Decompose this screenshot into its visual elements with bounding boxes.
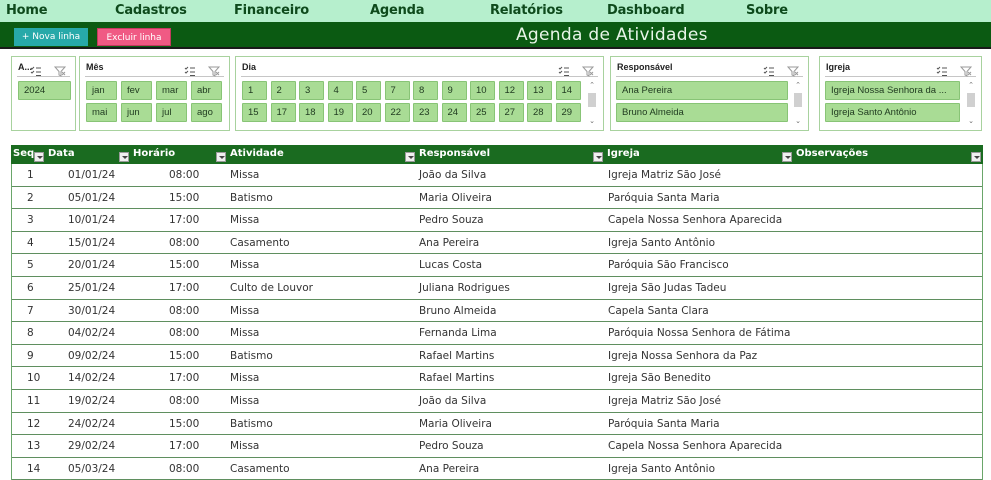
cell-seq[interactable]: 1 — [27, 169, 34, 181]
column-header[interactable]: Data — [48, 148, 75, 159]
scroll-down-icon[interactable]: ⌄ — [589, 117, 595, 125]
filter-dropdown-icon[interactable] — [593, 152, 603, 162]
cell-horario[interactable]: 15:00 — [169, 259, 200, 272]
slicer-item[interactable]: 25 — [470, 103, 495, 122]
slicer-item[interactable]: abr — [191, 81, 222, 100]
cell-seq[interactable]: 12 — [27, 417, 41, 430]
table-row[interactable] — [12, 390, 982, 413]
slicer-item[interactable]: 8 — [413, 81, 438, 100]
table-row[interactable] — [12, 458, 982, 480]
cell-igreja[interactable]: Paróquia São Francisco — [608, 259, 729, 272]
cell-responsavel[interactable]: Maria Oliveira — [419, 417, 492, 430]
cell-atividade[interactable]: Missa — [230, 304, 260, 317]
top-nav — [0, 0, 991, 22]
slicer-header — [241, 61, 598, 77]
cell-data[interactable]: 09/02/24 — [68, 349, 116, 362]
cell-horario[interactable]: 15:00 — [169, 191, 200, 204]
cell-responsavel[interactable]: João da Silva — [419, 169, 487, 181]
slicer-item[interactable]: jul — [156, 103, 187, 122]
cell-data[interactable]: 29/02/24 — [68, 440, 116, 453]
slicer-item[interactable]: 1 — [242, 81, 267, 100]
table-row[interactable] — [12, 435, 982, 458]
slicer-item[interactable]: 29 — [556, 103, 581, 122]
slicer-item[interactable]: 10 — [470, 81, 495, 100]
table-row[interactable] — [12, 209, 982, 232]
table-row[interactable] — [12, 300, 982, 323]
cell-seq[interactable]: 5 — [27, 259, 34, 272]
nav-item-financeiro[interactable]: Financeiro — [234, 3, 309, 18]
slicer-scrollbar[interactable] — [793, 81, 803, 127]
clear-filter-icon[interactable] — [787, 62, 799, 73]
column-header[interactable]: Responsável — [419, 148, 491, 159]
cell-responsavel[interactable]: Juliana Rodrigues — [419, 281, 510, 294]
slicer-item[interactable]: 28 — [527, 103, 552, 122]
table-row[interactable] — [12, 164, 982, 187]
scroll-up-icon[interactable]: ⌃ — [968, 81, 974, 89]
cell-responsavel[interactable]: Lucas Costa — [419, 259, 483, 272]
cell-responsavel[interactable]: João da Silva — [419, 394, 487, 407]
column-header[interactable]: Igreja — [607, 148, 640, 159]
slicer-mes — [79, 56, 230, 131]
clear-filter-icon[interactable] — [208, 62, 220, 73]
cell-data[interactable]: 05/03/24 — [68, 462, 116, 475]
cell-responsavel[interactable]: Bruno Almeida — [419, 304, 497, 317]
banner — [0, 22, 991, 49]
nav-item-home[interactable]: Home — [6, 3, 48, 18]
cell-seq[interactable]: 11 — [27, 394, 41, 407]
slicer-item[interactable]: jan — [86, 81, 117, 100]
cell-atividade[interactable]: Missa — [230, 372, 260, 385]
cell-atividade[interactable]: Missa — [230, 394, 260, 407]
cell-horario[interactable]: 17:00 — [169, 440, 200, 453]
cell-seq[interactable]: 8 — [27, 327, 34, 340]
table-row[interactable] — [12, 187, 982, 210]
slicer-item[interactable]: 13 — [527, 81, 552, 100]
cell-atividade[interactable]: Missa — [230, 440, 260, 453]
cell-atividade[interactable]: Missa — [230, 327, 260, 340]
slicer-item[interactable]: 18 — [299, 103, 324, 122]
cell-horario[interactable]: 17:00 — [169, 372, 200, 385]
cell-horario[interactable]: 08:00 — [169, 169, 200, 181]
new-row-button[interactable]: + Nova linha — [14, 28, 88, 46]
table-row[interactable] — [12, 322, 982, 345]
cell-responsavel[interactable]: Pedro Souza — [419, 440, 484, 453]
cell-responsavel[interactable]: Fernanda Lima — [419, 327, 497, 340]
cell-atividade[interactable]: Batismo — [230, 349, 273, 362]
slicer-item[interactable]: 3 — [299, 81, 324, 100]
column-header[interactable]: Atividade — [230, 148, 284, 159]
nav-item-agenda[interactable]: Agenda — [370, 3, 425, 18]
cell-igreja[interactable]: Capela Nossa Senhora Aparecida — [608, 440, 783, 453]
cell-data[interactable]: 14/02/24 — [68, 372, 116, 385]
cell-responsavel[interactable]: Pedro Souza — [419, 214, 484, 227]
slicer-ano — [11, 56, 76, 131]
slicer-item[interactable]: mar — [156, 81, 187, 100]
column-header[interactable]: Seq — [13, 148, 35, 159]
slicer-header — [825, 61, 976, 77]
cell-atividade[interactable]: Missa — [230, 214, 260, 227]
clear-filter-icon[interactable] — [54, 62, 66, 73]
slicer-item[interactable]: 7 — [385, 81, 410, 100]
cell-seq[interactable]: 2 — [27, 191, 34, 204]
table-row[interactable] — [12, 345, 982, 368]
page-title: Agenda de Atividades — [516, 25, 708, 45]
slicer-item[interactable]: Igreja Santo Antônio — [825, 103, 960, 122]
slicer-item[interactable]: 27 — [499, 103, 524, 122]
slicer-item[interactable]: 2 — [271, 81, 296, 100]
slicer-item[interactable]: 17 — [271, 103, 296, 122]
multi-select-icon[interactable] — [30, 62, 42, 73]
scroll-thumb[interactable] — [967, 93, 975, 107]
cell-data[interactable]: 24/02/24 — [68, 417, 116, 430]
slicer-item[interactable]: 15 — [242, 103, 267, 122]
cell-horario[interactable]: 08:00 — [169, 236, 200, 249]
column-header[interactable]: Observações — [796, 148, 869, 159]
cell-horario[interactable]: 08:00 — [169, 327, 200, 340]
slicer-header — [85, 61, 224, 77]
cell-data[interactable]: 30/01/24 — [68, 304, 116, 317]
cell-data[interactable]: 15/01/24 — [68, 236, 116, 249]
cell-seq[interactable]: 10 — [27, 372, 41, 385]
cell-igreja[interactable]: Igreja São Judas Tadeu — [608, 281, 727, 294]
filter-dropdown-icon[interactable] — [971, 152, 981, 162]
nav-item-sobre[interactable]: Sobre — [746, 3, 788, 18]
slicer-item[interactable]: ago — [191, 103, 222, 122]
cell-igreja[interactable]: Paróquia Santa Maria — [608, 191, 720, 204]
slicer-item[interactable]: jun — [121, 103, 152, 122]
slicer-item[interactable]: 14 — [556, 81, 581, 100]
cell-horario[interactable]: 17:00 — [169, 214, 200, 227]
cell-igreja[interactable]: Igreja Santo Antônio — [608, 462, 716, 475]
nav-item-cadastros[interactable]: Cadastros — [115, 3, 187, 18]
cell-igreja[interactable]: Paróquia Nossa Senhora de Fátima — [608, 327, 791, 340]
cell-horario[interactable]: 08:00 — [169, 394, 200, 407]
cell-data[interactable]: 04/02/24 — [68, 327, 116, 340]
filter-dropdown-icon[interactable] — [119, 152, 129, 162]
clear-filter-icon[interactable] — [582, 62, 594, 73]
slicer-item[interactable]: mai — [86, 103, 117, 122]
table-row[interactable] — [12, 232, 982, 255]
cell-igreja[interactable]: Igreja São Benedito — [608, 372, 711, 385]
cell-seq[interactable]: 4 — [27, 236, 34, 249]
cell-data[interactable]: 10/01/24 — [68, 214, 116, 227]
scroll-up-icon[interactable]: ⌃ — [795, 81, 801, 89]
cell-horario[interactable]: 15:00 — [169, 417, 200, 430]
cell-igreja[interactable]: Igreja Matriz São José — [608, 169, 722, 181]
cell-data[interactable]: 20/01/24 — [68, 259, 116, 272]
cell-igreja[interactable]: Igreja Matriz São José — [608, 394, 722, 407]
slicer-responsavel — [610, 56, 809, 131]
cell-seq[interactable]: 13 — [27, 440, 41, 453]
cell-atividade[interactable]: Missa — [230, 259, 260, 272]
cell-responsavel[interactable]: Rafael Martins — [419, 349, 495, 362]
cell-atividade[interactable]: Batismo — [230, 417, 273, 430]
cell-horario[interactable]: 08:00 — [169, 304, 200, 317]
delete-row-button[interactable]: Excluir linha — [97, 28, 171, 46]
filter-dropdown-icon[interactable] — [405, 152, 415, 162]
slicer-title: Dia — [242, 62, 257, 72]
cell-igreja[interactable]: Capela Santa Clara — [608, 304, 709, 317]
cell-data[interactable]: 05/01/24 — [68, 191, 116, 204]
filter-dropdown-icon[interactable] — [782, 152, 792, 162]
cell-responsavel[interactable]: Maria Oliveira — [419, 191, 492, 204]
slicer-title: Igreja — [826, 62, 851, 72]
table-row[interactable] — [12, 277, 982, 300]
cell-responsavel[interactable]: Rafael Martins — [419, 372, 495, 385]
slicer-title: Responsável — [617, 62, 673, 72]
slicer-item[interactable]: 12 — [499, 81, 524, 100]
cell-seq[interactable]: 6 — [27, 281, 34, 294]
cell-atividade[interactable]: Casamento — [230, 462, 290, 475]
cell-responsavel[interactable]: Ana Pereira — [419, 236, 480, 249]
nav-item-relatorios[interactable]: Relatórios — [490, 3, 563, 18]
cell-horario[interactable]: 17:00 — [169, 281, 200, 294]
cell-atividade[interactable]: Casamento — [230, 236, 290, 249]
slicer-scrollbar[interactable] — [587, 81, 597, 127]
slicer-item[interactable]: 2024 — [18, 81, 71, 100]
slicer-item[interactable]: 4 — [328, 81, 353, 100]
cell-igreja[interactable]: Paróquia Santa Maria — [608, 417, 720, 430]
slicer-item[interactable]: Ana Pereira — [616, 81, 788, 100]
cell-atividade[interactable]: Batismo — [230, 191, 273, 204]
slicer-item[interactable]: 22 — [385, 103, 410, 122]
cell-atividade[interactable]: Culto de Louvor — [230, 281, 313, 294]
filter-dropdown-icon[interactable] — [216, 152, 226, 162]
cell-data[interactable]: 19/02/24 — [68, 394, 116, 407]
cell-horario[interactable]: 15:00 — [169, 349, 200, 362]
slicer-item[interactable]: 23 — [413, 103, 438, 122]
clear-filter-icon[interactable] — [960, 62, 972, 73]
cell-seq[interactable]: 3 — [27, 214, 34, 227]
column-header[interactable]: Horário — [133, 148, 176, 159]
slicer-scrollbar[interactable] — [966, 81, 976, 127]
scroll-down-icon[interactable]: ⌄ — [795, 117, 801, 125]
table-row[interactable] — [12, 367, 982, 390]
multi-select-icon[interactable] — [558, 62, 570, 73]
cell-igreja[interactable]: Igreja Santo Antônio — [608, 236, 716, 249]
slicer-item[interactable]: 9 — [442, 81, 467, 100]
slicer-item[interactable]: 19 — [328, 103, 353, 122]
table-body — [11, 164, 983, 480]
nav-item-dashboard[interactable]: Dashboard — [607, 3, 685, 18]
scroll-up-icon[interactable]: ⌃ — [589, 81, 595, 89]
cell-data[interactable]: 25/01/24 — [68, 281, 116, 294]
multi-select-icon[interactable] — [184, 62, 196, 73]
cell-horario[interactable]: 08:00 — [169, 462, 200, 475]
slicer-item[interactable]: fev — [121, 81, 152, 100]
cell-seq[interactable]: 9 — [27, 349, 34, 362]
scroll-thumb[interactable] — [588, 93, 596, 107]
multi-select-icon[interactable] — [763, 62, 775, 73]
slicer-igreja — [819, 56, 982, 131]
cell-seq[interactable]: 7 — [27, 304, 34, 317]
slicer-header — [616, 61, 803, 77]
cell-igreja[interactable]: Capela Nossa Senhora Aparecida — [608, 214, 783, 227]
slicer-item[interactable]: 20 — [356, 103, 381, 122]
cell-responsavel[interactable]: Ana Pereira — [419, 462, 480, 475]
slicer-dia — [235, 56, 604, 131]
cell-data[interactable]: 01/01/24 — [68, 169, 116, 181]
slicer-item[interactable]: Igreja Nossa Senhora da ... — [825, 81, 960, 100]
slicer-title: A... — [18, 62, 33, 72]
slicer-title: Mês — [86, 62, 104, 72]
table-header — [11, 145, 983, 164]
filter-dropdown-icon[interactable] — [34, 152, 44, 162]
cell-atividade[interactable]: Missa — [230, 169, 260, 181]
slicer-item[interactable]: 5 — [356, 81, 381, 100]
scroll-thumb[interactable] — [794, 93, 802, 107]
cell-seq[interactable]: 14 — [27, 462, 41, 475]
cell-igreja[interactable]: Igreja Nossa Senhora da Paz — [608, 349, 758, 362]
scroll-down-icon[interactable]: ⌄ — [968, 117, 974, 125]
slicer-item[interactable]: Bruno Almeida — [616, 103, 788, 122]
table-row[interactable] — [12, 413, 982, 436]
table-row[interactable] — [12, 254, 982, 277]
slicer-header — [17, 61, 70, 77]
slicer-item[interactable]: 24 — [442, 103, 467, 122]
multi-select-icon[interactable] — [936, 62, 948, 73]
